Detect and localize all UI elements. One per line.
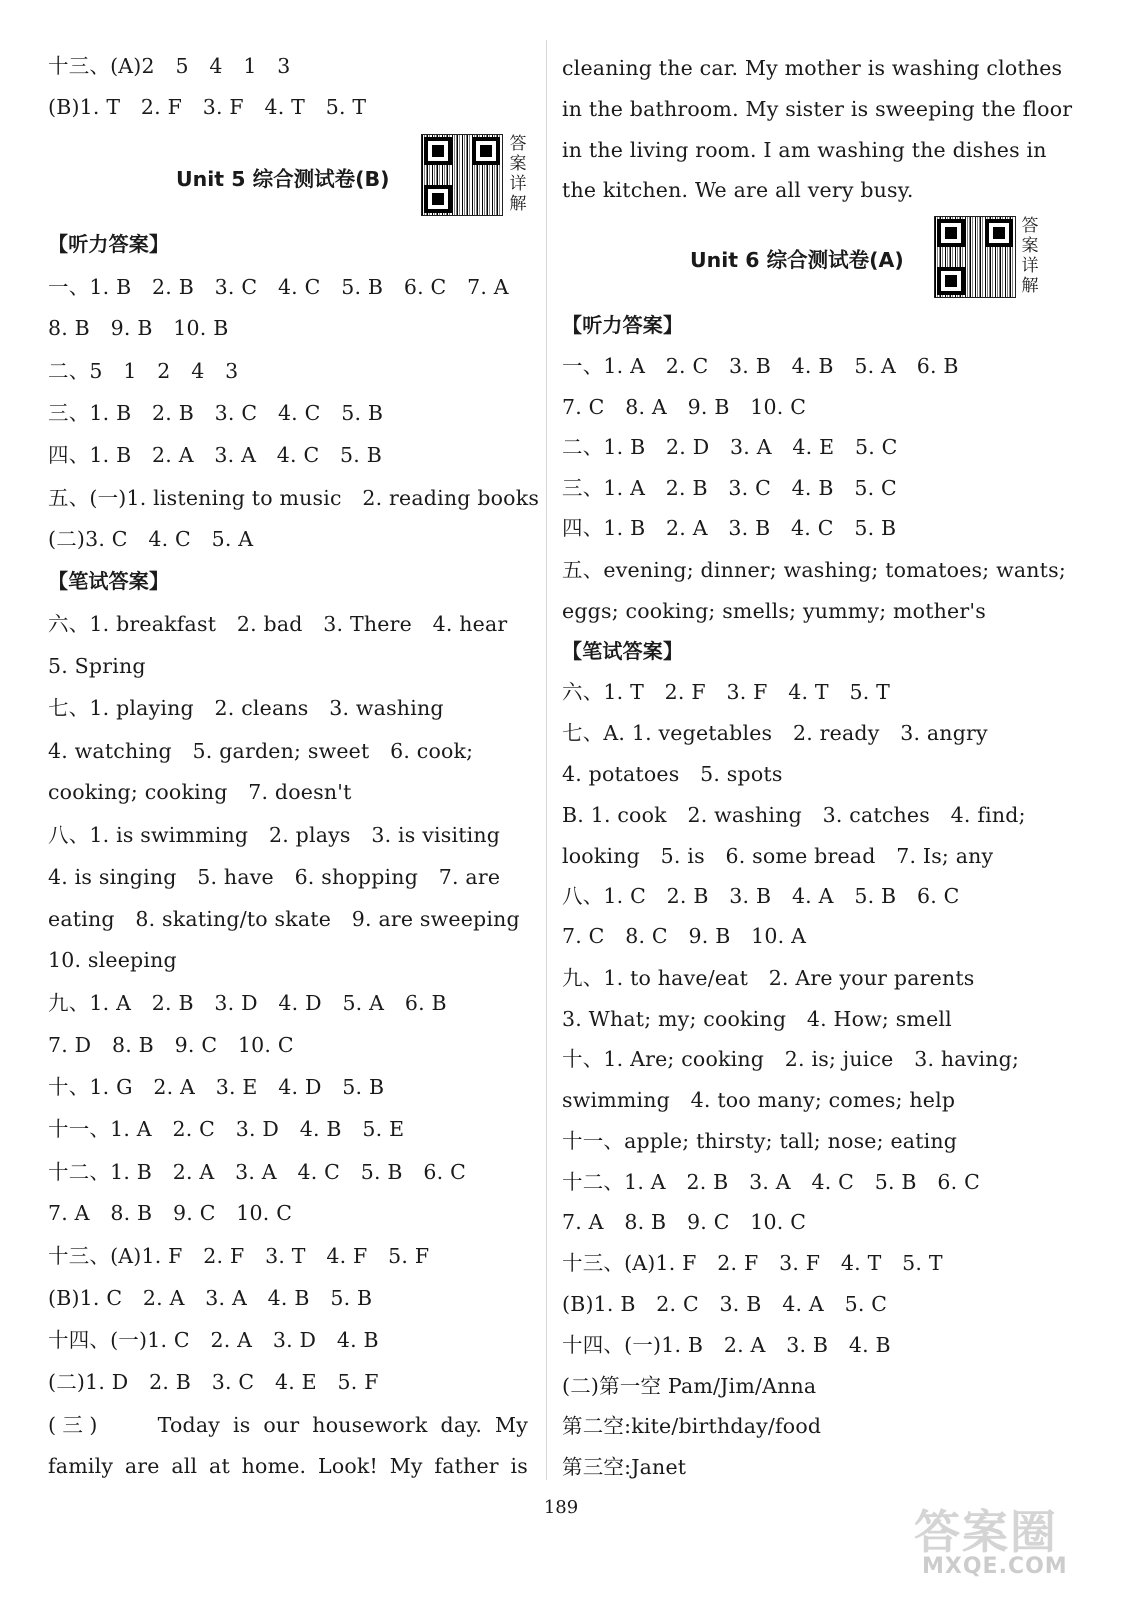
answer-line: 第三空:Janet — [562, 1455, 687, 1479]
answer-line: 十三、(A)1. F 2. F 3. T 4. F 5. F — [48, 1244, 430, 1268]
page-number: 189 — [543, 1497, 579, 1518]
answer-line: 二、5 1 2 4 3 — [48, 359, 239, 383]
answer-line: 十、1. G 2. A 3. E 4. D 5. B — [48, 1075, 385, 1099]
answer-line: 八、1. is swimming 2. plays 3. is visiting — [48, 823, 501, 847]
answer-line: 7. D 8. B 9. C 10. C — [48, 1033, 294, 1057]
section-heading: 【听力答案】 — [48, 232, 170, 256]
answer-line: 二、1. B 2. D 3. A 4. E 5. C — [562, 435, 898, 459]
answer-line: (二)第一空 Pam/Jim/Anna — [562, 1374, 817, 1398]
answer-line: 四、1. B 2. A 3. A 4. C 5. B — [48, 443, 383, 467]
answer-line: 4. potatoes 5. spots — [562, 762, 783, 786]
answer-line: 4. is singing 5. have 6. shopping 7. are — [48, 865, 501, 889]
passage-line: cleaning the car. My mother is washing clothes — [562, 56, 1063, 80]
qr-label: 答案详解 — [509, 134, 527, 214]
answer-line: 十二、1. A 2. B 3. A 4. C 5. B 6. C — [562, 1170, 980, 1194]
watermark-logo: 答案圈 — [914, 1505, 1058, 1559]
passage-line: the kitchen. We are all very busy. — [562, 178, 914, 202]
answer-line: swimming 4. too many; comes; help — [562, 1088, 956, 1112]
answer-line: 十三、(A)1. F 2. F 3. F 4. T 5. T — [562, 1251, 943, 1275]
answer-line: 十一、apple; thirsty; tall; nose; eating — [562, 1129, 958, 1153]
answer-line: 六、1. breakfast 2. bad 3. There 4. hear — [48, 612, 508, 636]
answer-line: 三、1. A 2. B 3. C 4. B 5. C — [562, 476, 897, 500]
answer-line: 7. A 8. B 9. C 10. C — [48, 1201, 293, 1225]
answer-line: looking 5. is 6. some bread 7. Is; any — [562, 844, 994, 868]
answer-line: 六、1. T 2. F 3. F 4. T 5. T — [562, 680, 891, 704]
answer-line: 一、1. A 2. C 3. B 4. B 5. A 6. B — [562, 354, 959, 378]
answer-line: 七、A. 1. vegetables 2. ready 3. angry — [562, 721, 988, 745]
answer-line: 4. watching 5. garden; sweet 6. cook; — [48, 739, 474, 763]
answer-line: 5. Spring — [48, 654, 146, 678]
answer-line: 第二空:kite/birthday/food — [562, 1414, 822, 1438]
answer-line: 十、1. Are; cooking 2. is; juice 3. having; — [562, 1047, 1020, 1071]
answer-line: (B)1. C 2. A 3. A 4. B 5. B — [48, 1286, 373, 1310]
answer-line: eggs; cooking; smells; yummy; mother's — [562, 599, 986, 623]
answer-line: 五、(一)1. listening to music 2. reading books — [48, 486, 540, 510]
answer-line: 十一、1. A 2. C 3. D 4. B 5. E — [48, 1117, 405, 1141]
passage-line: in the living room. I am washing the dishes in — [562, 138, 1047, 162]
answer-line: (B)1. B 2. C 3. B 4. A 5. C — [562, 1292, 888, 1316]
answer-line: 七、1. playing 2. cleans 3. washing — [48, 696, 444, 720]
answer-line: 7. C 8. A 9. B 10. C — [562, 395, 807, 419]
passage-line: (三) Today is our housework day. My — [48, 1413, 528, 1437]
answer-line: 十三、(A)2 5 4 1 3 — [48, 54, 291, 78]
answer-line: 7. A 8. B 9. C 10. C — [562, 1210, 807, 1234]
section-heading: 【笔试答案】 — [562, 639, 684, 663]
answer-line: (二)1. D 2. B 3. C 4. E 5. F — [48, 1370, 379, 1394]
column-divider — [546, 40, 547, 1480]
answer-line: 十二、1. B 2. A 3. A 4. C 5. B 6. C — [48, 1160, 466, 1184]
answer-line: 十四、(一)1. C 2. A 3. D 4. B — [48, 1328, 379, 1352]
qr-label: 答案详解 — [1021, 216, 1039, 296]
answer-line: 九、1. A 2. B 3. D 4. D 5. A 6. B — [48, 991, 447, 1015]
answer-line: 四、1. B 2. A 3. B 4. C 5. B — [562, 516, 897, 540]
answer-line: 八、1. C 2. B 3. B 4. A 5. B 6. C — [562, 884, 960, 908]
unit-title: Unit 6 综合测试卷(A) — [690, 248, 904, 272]
answer-line: 九、1. to have/eat 2. Are your parents — [562, 966, 975, 990]
answer-line: eating 8. skating/to skate 9. are sweeping — [48, 907, 520, 931]
qr-code-icon — [934, 216, 1016, 298]
answer-line: (二)3. C 4. C 5. A — [48, 527, 254, 551]
answer-line: B. 1. cook 2. washing 3. catches 4. find; — [562, 803, 1026, 827]
answer-line: 3. What; my; cooking 4. How; smell — [562, 1007, 952, 1031]
answer-line: 五、evening; dinner; washing; tomatoes; wants; — [562, 558, 1066, 582]
watermark-url: MXQE.COM — [922, 1554, 1068, 1579]
passage-line: family are all at home. Look! My father is — [48, 1454, 528, 1478]
answer-line: 十四、(一)1. B 2. A 3. B 4. B — [562, 1333, 891, 1357]
answer-line: 7. C 8. C 9. B 10. A — [562, 924, 807, 948]
answer-line: 10. sleeping — [48, 948, 177, 972]
answer-line: (B)1. T 2. F 3. F 4. T 5. T — [48, 95, 367, 119]
qr-code-icon — [421, 134, 503, 216]
answer-line: 8. B 9. B 10. B — [48, 316, 229, 340]
answer-line: 一、1. B 2. B 3. C 4. C 5. B 6. C 7. A — [48, 275, 509, 299]
answer-line: cooking; cooking 7. doesn't — [48, 780, 352, 804]
unit-title: Unit 5 综合测试卷(B) — [176, 167, 390, 191]
passage-line: in the bathroom. My sister is sweeping the floor — [562, 97, 1073, 121]
answer-line: 三、1. B 2. B 3. C 4. C 5. B — [48, 401, 384, 425]
site-watermark — [914, 1496, 1104, 1586]
section-heading: 【笔试答案】 — [48, 569, 170, 593]
section-heading: 【听力答案】 — [562, 313, 684, 337]
